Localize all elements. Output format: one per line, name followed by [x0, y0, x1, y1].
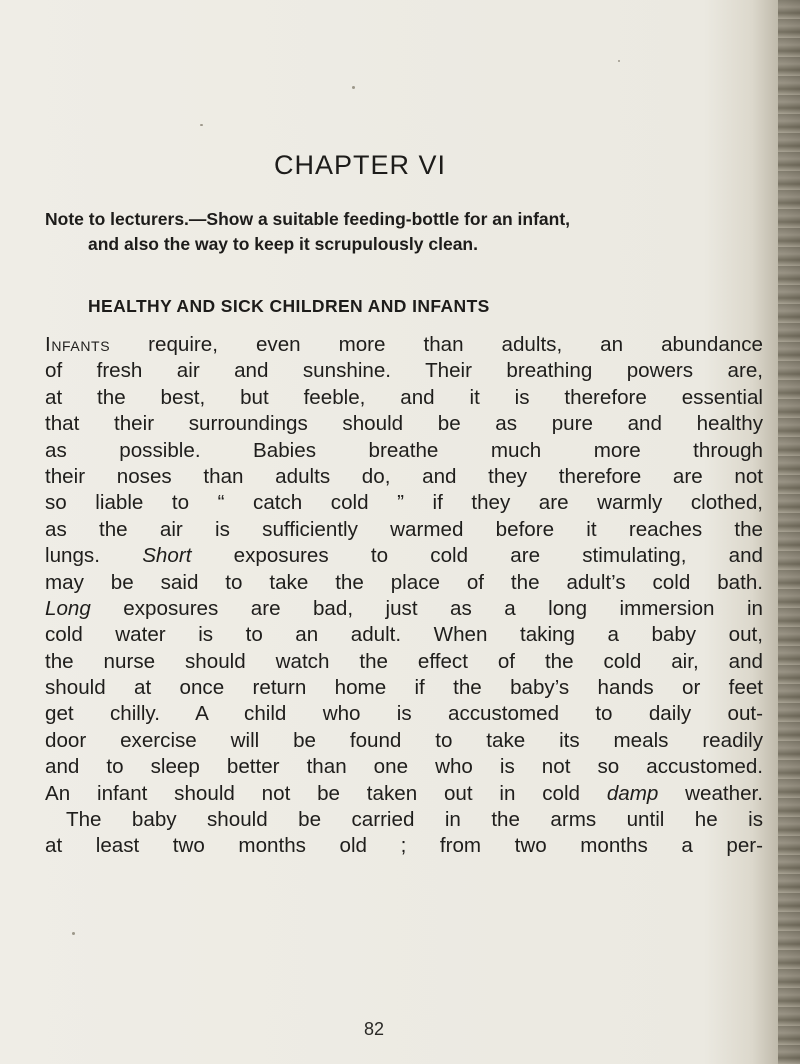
emphasis-word: Long [45, 596, 91, 620]
paper-speck [72, 932, 75, 935]
text-line: that their surroundings should be as pure and healthy [45, 412, 763, 436]
section-title: HEALTHY AND SICK CHILDREN AND INFANTS [88, 296, 490, 316]
page-number: 82 [364, 1019, 385, 1039]
text-line: at least two months old ; from two months a per- [45, 834, 763, 858]
text-line: and to sleep better than one who is not so accustomed. [45, 755, 763, 779]
text-fragment: require, even more than adults, an abundance [110, 333, 763, 356]
chapter-heading: CHAPTER VI [273, 150, 447, 180]
text-line: cold water is to an adult. When taking a baby out, [45, 623, 763, 647]
text-line: the nurse should watch the effect of the cold air, and [45, 649, 763, 673]
page-edge-shadow [778, 0, 800, 1064]
lecturer-note [45, 207, 745, 257]
text-line: their noses than adults do, and they therefore are not [45, 464, 763, 488]
text-line [45, 332, 763, 358]
text-line: so liable to “ catch cold ” if they are warmly clothed, [45, 491, 763, 515]
text-line [45, 781, 763, 807]
text-line: as the air is sufficiently warmed before it reaches the [45, 517, 763, 541]
emphasis-word: Short [142, 544, 192, 568]
text-fragment: weather. [658, 781, 763, 805]
text-fragment: An infant should not be taken out in cold [45, 781, 607, 805]
text-fragment: exposures to cold are stimulating, and [191, 544, 763, 568]
text-line: may be said to take the place of the adult’s cold bath. [45, 570, 763, 594]
text-line: should at once return home if the baby’s hands or feet [45, 676, 763, 700]
text-line: door exercise will be found to take its meals readily [45, 728, 763, 752]
text-line: of fresh air and sunshine. Their breathing powers are, [45, 359, 763, 383]
text-line: at the best, but feeble, and it is therefore essential [45, 385, 763, 409]
lecturer-note-line-1: Note to lecturers.—Show a suitable feeding-bottle for an infant, [45, 209, 571, 229]
text-fragment: lungs. [45, 544, 143, 568]
lecturer-note-line-2: and also the way to keep it scrupulously clean. [88, 234, 478, 254]
text-line: get chilly. A child who is accustomed to daily out- [45, 702, 763, 726]
text-fragment: exposures are bad, just as a long immersion in [90, 596, 763, 620]
drop-word: Infants [45, 333, 111, 356]
text-line [45, 543, 763, 569]
paper-speck [352, 86, 355, 89]
text-line: The baby should be carried in the arms until he is [66, 808, 763, 832]
text-line: as possible. Babies breathe much more through [45, 438, 763, 462]
body-paragraph [45, 332, 763, 860]
paper-speck [618, 60, 620, 62]
emphasis-word: damp [606, 781, 659, 805]
text-line [45, 596, 763, 622]
paper-speck [200, 124, 203, 126]
